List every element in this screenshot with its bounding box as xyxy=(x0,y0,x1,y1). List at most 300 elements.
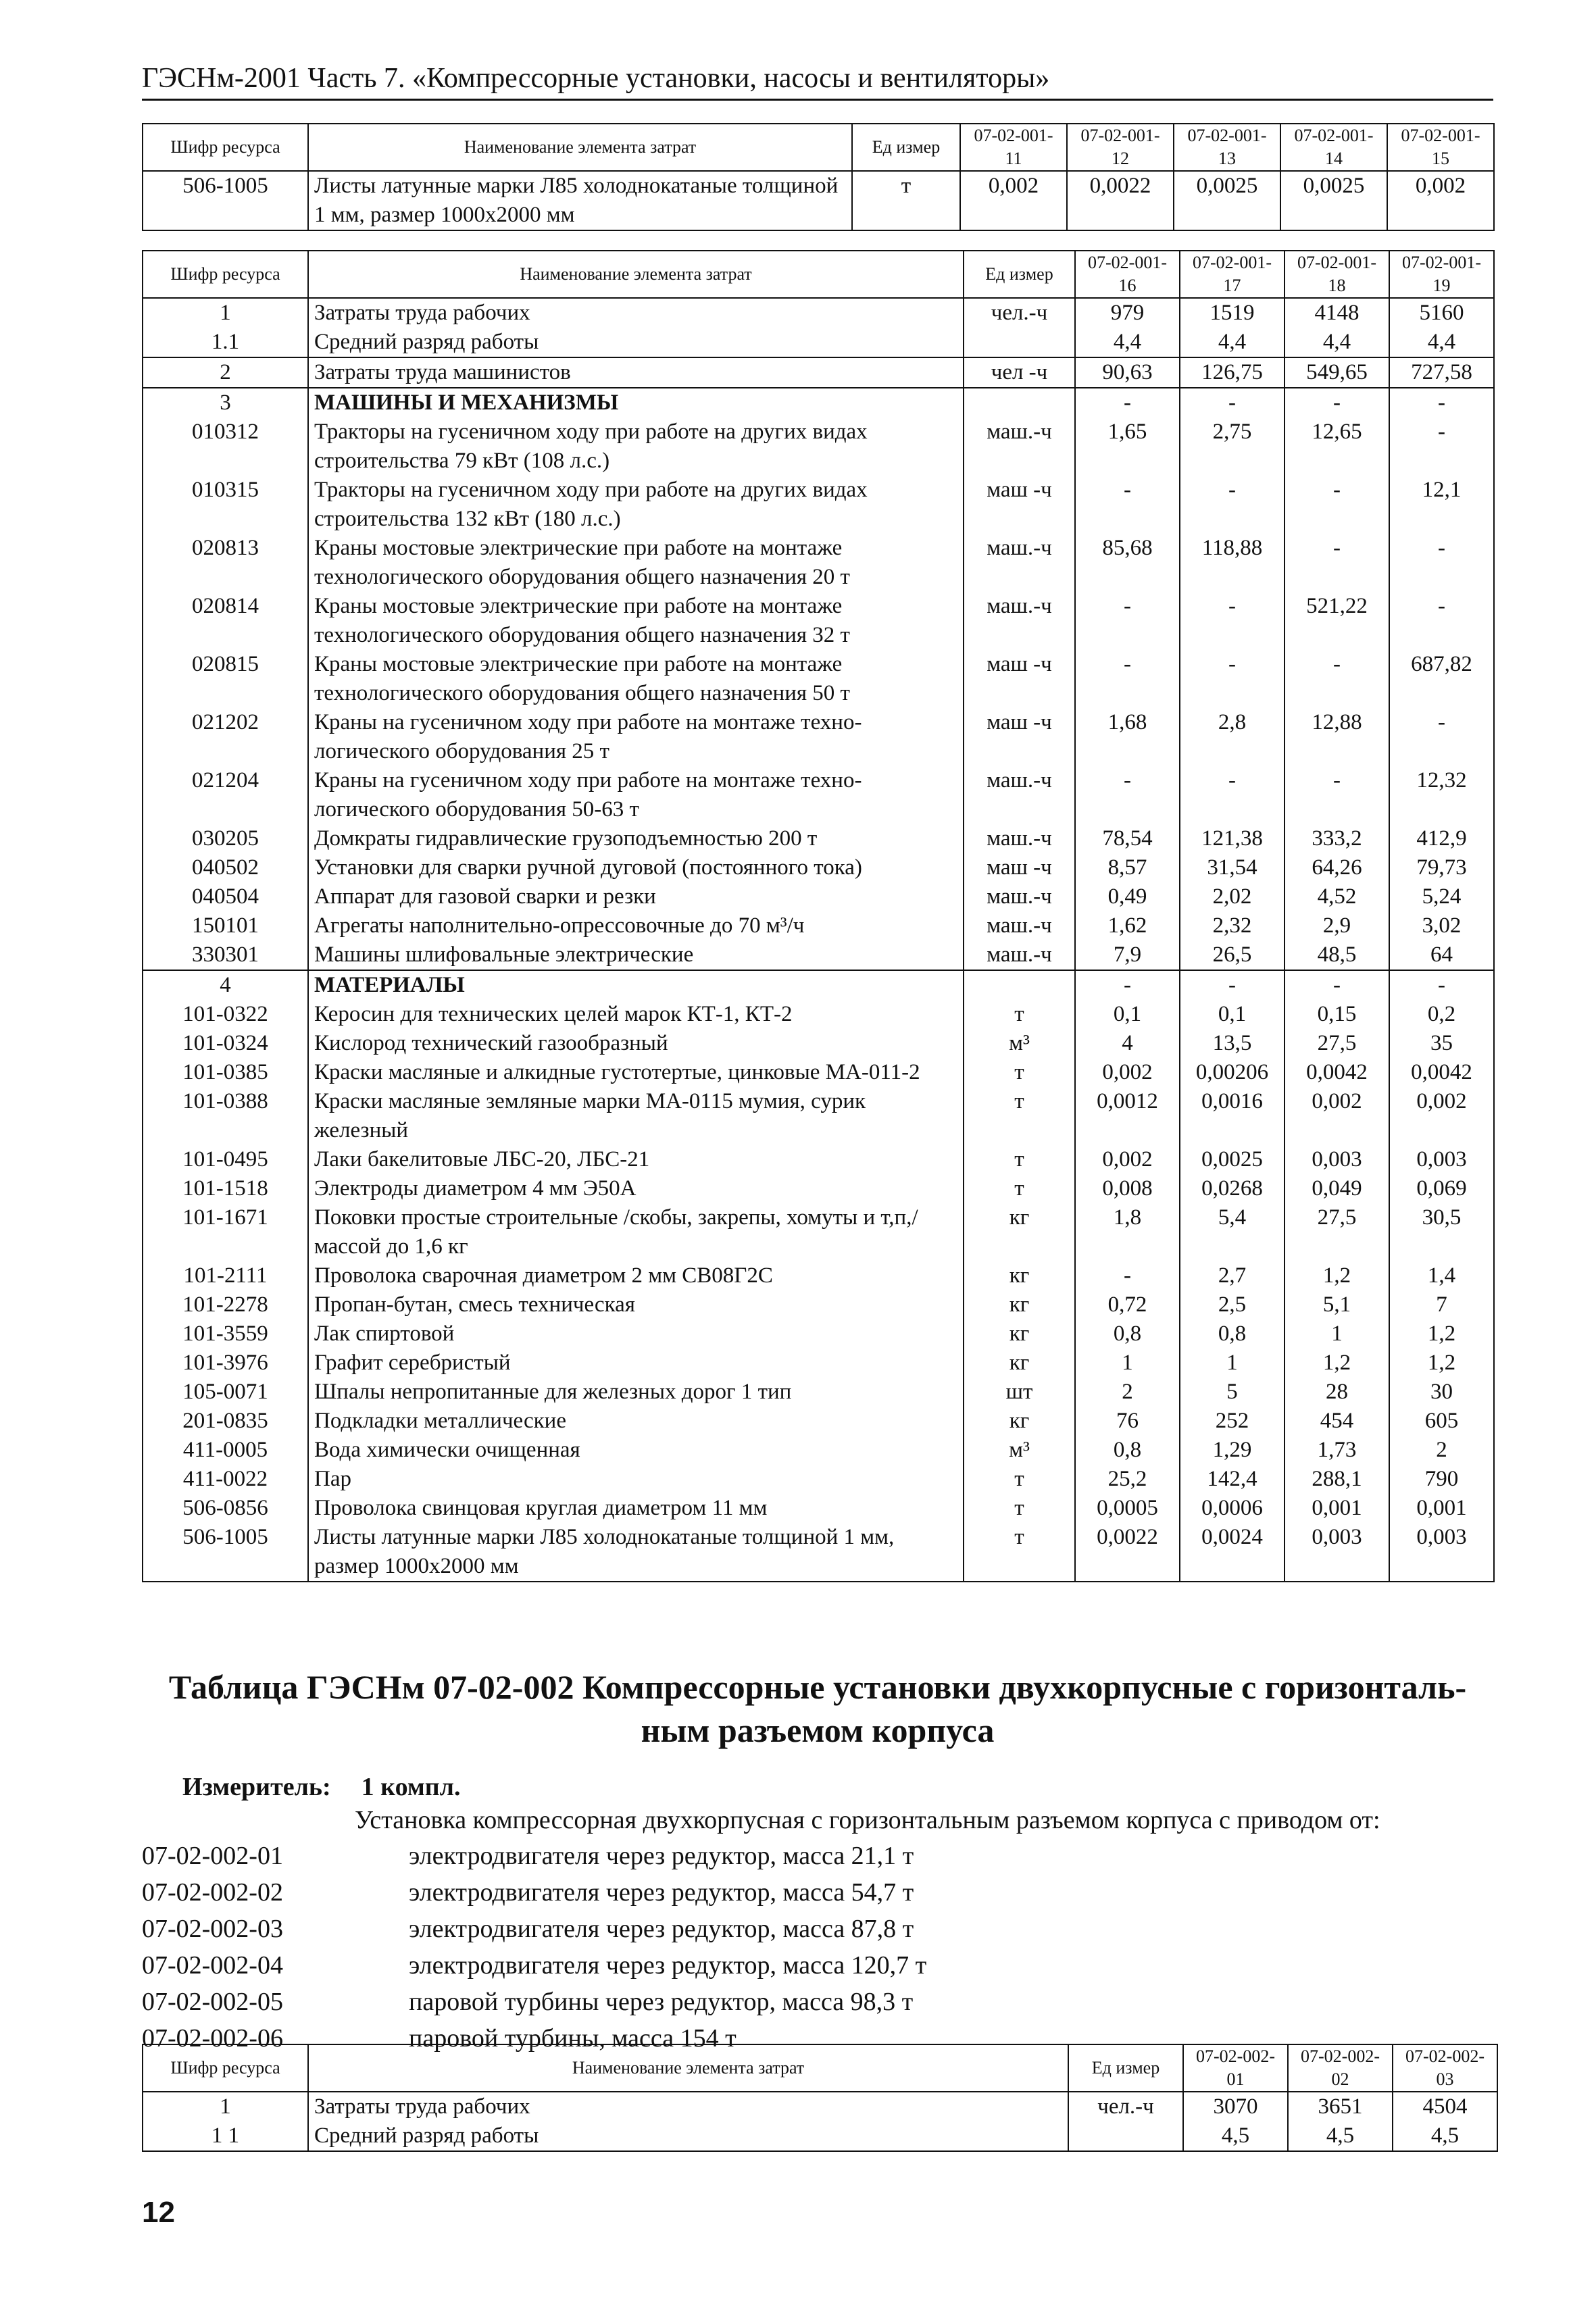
cell-value: - xyxy=(1285,534,1389,592)
cell-value: 13,5 xyxy=(1180,1029,1285,1058)
cell-value: 0,0016 xyxy=(1180,1087,1285,1145)
table-header-row xyxy=(143,124,1494,171)
cell-name: МАШИНЫ И МЕХАНИЗМЫ xyxy=(308,388,964,418)
table-row xyxy=(143,476,1494,534)
cell-code: 101-2111 xyxy=(143,1261,308,1290)
table-row xyxy=(143,357,1494,388)
cell-unit: маш.-ч xyxy=(964,911,1075,940)
table-row xyxy=(143,824,1494,853)
cell-value: 0,003 xyxy=(1389,1145,1494,1174)
cell-code: 040502 xyxy=(143,853,308,882)
cell-value: 2,9 xyxy=(1285,911,1389,940)
table-row xyxy=(143,708,1494,766)
table-row xyxy=(143,418,1494,476)
cell-value: 0,0005 xyxy=(1075,1494,1180,1523)
cell-name: Установки для сварки ручной дуговой (постоянного тока) xyxy=(308,853,964,882)
cell-unit: маш -ч xyxy=(964,708,1075,766)
table-row xyxy=(143,534,1494,592)
variant-desc: электродвигателя через редуктор, масса 54,7 т xyxy=(409,1878,914,1907)
header-code: Шифр ресурса xyxy=(143,251,308,298)
cell-unit: кг xyxy=(964,1290,1075,1319)
cell-value: 142,4 xyxy=(1180,1465,1285,1494)
cell-value: - xyxy=(1075,766,1180,824)
cell-unit xyxy=(964,388,1075,418)
cell-name: Поковки простые строительные /скобы, закрепы, хомуты и т,п,/ массой до 1,6 кг xyxy=(308,1203,964,1261)
cell-value: 0,0025 xyxy=(1280,171,1387,230)
table-row xyxy=(143,1058,1494,1087)
cell-value: 27,5 xyxy=(1285,1203,1389,1261)
header-col: 07-02-001-17 xyxy=(1180,251,1285,298)
cell-value: 5,4 xyxy=(1180,1203,1285,1261)
cell-code: 150101 xyxy=(143,911,308,940)
table-header-row xyxy=(143,2044,1497,2092)
variant-list xyxy=(142,1838,1426,2057)
cell-value: 333,2 xyxy=(1285,824,1389,853)
cell-value: - xyxy=(1389,592,1494,650)
header-name: Наименование элемента затрат xyxy=(308,124,852,171)
cell-name: Электроды диаметром 4 мм Э50А xyxy=(308,1174,964,1203)
cell-value: 30 xyxy=(1389,1378,1494,1407)
table-row xyxy=(143,766,1494,824)
cell-value: 76 xyxy=(1075,1407,1180,1436)
cell-value: 30,5 xyxy=(1389,1203,1494,1261)
cell-unit: чел.-ч xyxy=(1068,2092,1183,2121)
cell-value: 25,2 xyxy=(1075,1465,1180,1494)
cell-value: - xyxy=(1285,388,1389,418)
cell-value: 1,68 xyxy=(1075,708,1180,766)
cell-value: 0,0268 xyxy=(1180,1174,1285,1203)
cell-value: 0,002 xyxy=(960,171,1067,230)
cell-code: 101-0324 xyxy=(143,1029,308,1058)
cell-value: 0,0025 xyxy=(1174,171,1280,230)
cell-value: 8,57 xyxy=(1075,853,1180,882)
cell-code: 101-0385 xyxy=(143,1058,308,1087)
cell-unit: маш.-ч xyxy=(964,824,1075,853)
cell-value: 605 xyxy=(1389,1407,1494,1436)
header-code: Шифр ресурса xyxy=(143,124,308,171)
cell-value: 4,5 xyxy=(1183,2121,1288,2151)
cell-value: 5 xyxy=(1180,1378,1285,1407)
cell-value: - xyxy=(1180,592,1285,650)
cell-value: 28 xyxy=(1285,1378,1389,1407)
cell-value: 1 xyxy=(1075,1349,1180,1378)
cell-unit: маш.-ч xyxy=(964,534,1075,592)
table-row xyxy=(143,1319,1494,1349)
cell-value: 0,002 xyxy=(1075,1058,1180,1087)
cell-value: 118,88 xyxy=(1180,534,1285,592)
cell-value: 790 xyxy=(1389,1465,1494,1494)
table-row xyxy=(143,1494,1494,1523)
cell-value: - xyxy=(1285,476,1389,534)
cell-name: Тракторы на гусеничном ходу при работе на других видах строительства 79 кВт (108 л.с.) xyxy=(308,418,964,476)
cell-code: 101-3559 xyxy=(143,1319,308,1349)
cell-value: 0,008 xyxy=(1075,1174,1180,1203)
cell-value: 3070 xyxy=(1183,2092,1288,2121)
cell-name: Краны мостовые электрические при работе на монтаже технологического оборудования общего назначения 50 т xyxy=(308,650,964,708)
cell-unit: чел.-ч xyxy=(964,298,1075,328)
table-row xyxy=(143,940,1494,970)
cell-name: Домкраты гидравлические грузоподъемностью 200 т xyxy=(308,824,964,853)
cell-value: 4148 xyxy=(1285,298,1389,328)
cell-name: Шпалы непропитанные для железных дорог 1 тип xyxy=(308,1378,964,1407)
cell-value: 4,52 xyxy=(1285,882,1389,911)
cell-value: 0,049 xyxy=(1285,1174,1389,1203)
cell-value: 412,9 xyxy=(1389,824,1494,853)
cell-value: 0,1 xyxy=(1180,1000,1285,1029)
cell-value: 0,003 xyxy=(1285,1145,1389,1174)
cell-unit: кг xyxy=(964,1203,1075,1261)
cell-value: 0,0022 xyxy=(1075,1523,1180,1582)
cell-code: 506-1005 xyxy=(143,171,308,230)
cell-value: 252 xyxy=(1180,1407,1285,1436)
cell-unit: маш -ч xyxy=(964,853,1075,882)
cell-value: 1,62 xyxy=(1075,911,1180,940)
cell-value: 2,75 xyxy=(1180,418,1285,476)
cell-code: 020815 xyxy=(143,650,308,708)
table-header-row xyxy=(143,251,1494,298)
cell-name: Затраты труда рабочих xyxy=(308,298,964,328)
cell-code: 3 xyxy=(143,388,308,418)
cell-name: Листы латунные марки Л85 холоднокатаные толщиной 1 мм, размер 1000x2000 мм xyxy=(308,171,852,230)
variant-item xyxy=(142,1838,1426,1874)
cell-unit: т xyxy=(964,1465,1075,1494)
cell-value: - xyxy=(1389,970,1494,1000)
cell-unit xyxy=(964,328,1075,357)
header-unit: Ед измер xyxy=(964,251,1075,298)
cell-value: - xyxy=(1285,650,1389,708)
cell-value: 0,001 xyxy=(1389,1494,1494,1523)
cell-value: 12,32 xyxy=(1389,766,1494,824)
cell-code: 506-1005 xyxy=(143,1523,308,1582)
cell-value: 4,4 xyxy=(1180,328,1285,357)
cell-value: 687,82 xyxy=(1389,650,1494,708)
cell-value: 4 xyxy=(1075,1029,1180,1058)
cell-value: 85,68 xyxy=(1075,534,1180,592)
cell-name: Средний разряд работы xyxy=(308,2121,1068,2151)
cell-unit: маш.-ч xyxy=(964,882,1075,911)
table-row xyxy=(143,1407,1494,1436)
cell-value: 0,002 xyxy=(1075,1145,1180,1174)
table-row xyxy=(143,328,1494,357)
cell-value: 1,73 xyxy=(1285,1436,1389,1465)
cell-value: - xyxy=(1285,766,1389,824)
cell-value: 549,65 xyxy=(1285,357,1389,388)
page-number: 12 xyxy=(142,2196,175,2229)
table-row xyxy=(143,853,1494,882)
variant-code: 07-02-002-04 xyxy=(142,1951,283,1980)
cell-code: 010315 xyxy=(143,476,308,534)
cell-name: Аппарат для газовой сварки и резки xyxy=(308,882,964,911)
page-header: ГЭСНм-2001 Часть 7. «Компрессорные установки, насосы и вентиляторы» xyxy=(142,62,1493,101)
cell-value: 5160 xyxy=(1389,298,1494,328)
variant-desc: паровой турбины через редуктор, масса 98,3 т xyxy=(409,1988,914,2016)
cell-unit: т xyxy=(964,1058,1075,1087)
cell-value: 1,29 xyxy=(1180,1436,1285,1465)
cell-value: 2,8 xyxy=(1180,708,1285,766)
cell-value: - xyxy=(1075,388,1180,418)
cell-code: 010312 xyxy=(143,418,308,476)
cell-value: - xyxy=(1389,534,1494,592)
cell-unit: т xyxy=(964,1494,1075,1523)
cell-value: 5,1 xyxy=(1285,1290,1389,1319)
cell-code: 040504 xyxy=(143,882,308,911)
cell-value: 3651 xyxy=(1288,2092,1393,2121)
table-row xyxy=(143,592,1494,650)
cell-code: 411-0005 xyxy=(143,1436,308,1465)
cell-value: - xyxy=(1075,476,1180,534)
cell-value: 1519 xyxy=(1180,298,1285,328)
cell-code: 101-1671 xyxy=(143,1203,308,1261)
cell-name: Краны на гусеничном ходу при работе на монтаже техно-логического оборудования 50-63 т xyxy=(308,766,964,824)
cell-value: 0,0025 xyxy=(1180,1145,1285,1174)
cell-unit xyxy=(964,970,1075,1000)
cell-value: 1 xyxy=(1180,1349,1285,1378)
meter-value: 1 компл. xyxy=(361,1773,461,1801)
cell-unit: маш -ч xyxy=(964,476,1075,534)
cell-value: 1,2 xyxy=(1389,1349,1494,1378)
cell-name: Лак спиртовой xyxy=(308,1319,964,1349)
cell-unit: т xyxy=(964,1145,1075,1174)
variant-item xyxy=(142,1947,1426,1984)
cell-value: 0,2 xyxy=(1389,1000,1494,1029)
cell-value: 0,8 xyxy=(1075,1436,1180,1465)
cell-code: 105-0071 xyxy=(143,1378,308,1407)
cell-value: 31,54 xyxy=(1180,853,1285,882)
variant-desc: электродвигателя через редуктор, масса 87,8 т xyxy=(409,1915,914,1943)
cell-name: Лаки бакелитовые ЛБС-20, ЛБС-21 xyxy=(308,1145,964,1174)
variant-code: 07-02-002-05 xyxy=(142,1988,283,2016)
table-row xyxy=(143,650,1494,708)
header-col: 07-02-002-01 xyxy=(1183,2044,1288,2092)
cell-value: - xyxy=(1075,592,1180,650)
cell-name: Краны мостовые электрические при работе на монтаже технологического оборудования общего назначения 32 т xyxy=(308,592,964,650)
cell-value: 0,8 xyxy=(1075,1319,1180,1349)
cell-value: - xyxy=(1075,1261,1180,1290)
cell-unit: кг xyxy=(964,1407,1075,1436)
cell-value: 2,02 xyxy=(1180,882,1285,911)
cell-value: 0,1 xyxy=(1075,1000,1180,1029)
cell-name: Тракторы на гусеничном ходу при работе на других видах строительства 132 кВт (180 л.с.) xyxy=(308,476,964,534)
table-row xyxy=(143,298,1494,328)
cell-value: 121,38 xyxy=(1180,824,1285,853)
cell-name: Краски масляные и алкидные густотертые, цинковые МА-011-2 xyxy=(308,1058,964,1087)
cell-name: МАТЕРИАЛЫ xyxy=(308,970,964,1000)
cell-value: 2 xyxy=(1389,1436,1494,1465)
cell-value: 2,5 xyxy=(1180,1290,1285,1319)
header-col: 07-02-002-03 xyxy=(1393,2044,1497,2092)
cell-name: Кислород технический газообразный xyxy=(308,1029,964,1058)
cell-value: - xyxy=(1075,970,1180,1000)
cell-code: 330301 xyxy=(143,940,308,970)
cell-name: Краны мостовые электрические при работе на монтаже технологического оборудования общего назначения 20 т xyxy=(308,534,964,592)
cell-value: - xyxy=(1389,708,1494,766)
cell-name: Краны на гусеничном ходу при работе на монтаже техно-логического оборудования 25 т xyxy=(308,708,964,766)
header-col: 07-02-001-15 xyxy=(1387,124,1494,171)
cell-name: Затраты труда рабочих xyxy=(308,2092,1068,2121)
cell-value: 79,73 xyxy=(1389,853,1494,882)
cell-value: 979 xyxy=(1075,298,1180,328)
table-row xyxy=(143,1261,1494,1290)
table-row xyxy=(143,1145,1494,1174)
cell-value: 12,1 xyxy=(1389,476,1494,534)
header-col: 07-02-002-02 xyxy=(1288,2044,1393,2092)
cell-value: 0,0042 xyxy=(1285,1058,1389,1087)
header-name: Наименование элемента затрат xyxy=(308,2044,1068,2092)
cell-code: 020813 xyxy=(143,534,308,592)
cell-unit: т xyxy=(964,1000,1075,1029)
table-row xyxy=(143,1465,1494,1494)
cell-value: 1,2 xyxy=(1285,1349,1389,1378)
table-row xyxy=(143,171,1494,230)
table-row xyxy=(143,2092,1497,2121)
cell-code: 201-0835 xyxy=(143,1407,308,1436)
cell-name: Затраты труда машинистов xyxy=(308,357,964,388)
table-row xyxy=(143,1436,1494,1465)
cell-code: 1 xyxy=(143,298,308,328)
cell-value: 1,8 xyxy=(1075,1203,1180,1261)
table-title: Таблица ГЭСНм 07-02-002 Компрессорные установки двухкорпусные с горизонталь-ным разъемом корпуса xyxy=(168,1668,1467,1749)
cell-value: 90,63 xyxy=(1075,357,1180,388)
header-col: 07-02-001-13 xyxy=(1174,124,1280,171)
cell-code: 101-0388 xyxy=(143,1087,308,1145)
cell-value: 4,4 xyxy=(1389,328,1494,357)
cell-unit xyxy=(1068,2121,1183,2151)
cell-name: Краски масляные земляные марки МА-0115 мумия, сурик железный xyxy=(308,1087,964,1145)
header-col: 07-02-001-19 xyxy=(1389,251,1494,298)
cell-value: 0,0012 xyxy=(1075,1087,1180,1145)
cell-value: 12,88 xyxy=(1285,708,1389,766)
cell-code: 4 xyxy=(143,970,308,1000)
table-row xyxy=(143,1523,1494,1582)
resource-table-001-11-15 xyxy=(142,123,1495,231)
cell-value: 727,58 xyxy=(1389,357,1494,388)
cell-value: 454 xyxy=(1285,1407,1389,1436)
cell-value: 78,54 xyxy=(1075,824,1180,853)
cell-name: Агрегаты наполнительно-опрессовочные до 70 м³/ч xyxy=(308,911,964,940)
cell-code: 101-2278 xyxy=(143,1290,308,1319)
cell-unit: шт xyxy=(964,1378,1075,1407)
cell-value: 0,8 xyxy=(1180,1319,1285,1349)
cell-unit: чел -ч xyxy=(964,357,1075,388)
header-col: 07-02-001-16 xyxy=(1075,251,1180,298)
resource-table-001-16-19 xyxy=(142,250,1495,1582)
cell-value: 1,2 xyxy=(1285,1261,1389,1290)
cell-value: 1,65 xyxy=(1075,418,1180,476)
variant-code: 07-02-002-06 xyxy=(142,2024,283,2053)
table-row xyxy=(143,1290,1494,1319)
cell-code: 1 xyxy=(143,2092,308,2121)
cell-code: 1 1 xyxy=(143,2121,308,2151)
cell-value: 3,02 xyxy=(1389,911,1494,940)
cell-value: - xyxy=(1180,476,1285,534)
cell-value: 0,0042 xyxy=(1389,1058,1494,1087)
cell-value: 35 xyxy=(1389,1029,1494,1058)
variant-code: 07-02-002-02 xyxy=(142,1878,283,1907)
table-row xyxy=(143,1174,1494,1203)
cell-name: Проволока сварочная диаметром 2 мм СВ08Г2С xyxy=(308,1261,964,1290)
cell-value: 0,00206 xyxy=(1180,1058,1285,1087)
cell-unit: т xyxy=(964,1174,1075,1203)
table-row xyxy=(143,2121,1497,2151)
table-row xyxy=(143,1203,1494,1261)
table-row xyxy=(143,1029,1494,1058)
cell-value: 48,5 xyxy=(1285,940,1389,970)
cell-name: Машины шлифовальные электрические xyxy=(308,940,964,970)
header-col: 07-02-001-11 xyxy=(960,124,1067,171)
cell-value: - xyxy=(1180,970,1285,1000)
cell-value: 2 xyxy=(1075,1378,1180,1407)
header-name: Наименование элемента затрат xyxy=(308,251,964,298)
cell-name: Проволока свинцовая круглая диаметром 11 мм xyxy=(308,1494,964,1523)
cell-unit: маш.-ч xyxy=(964,592,1075,650)
cell-value: - xyxy=(1180,650,1285,708)
header-unit: Ед измер xyxy=(1068,2044,1183,2092)
cell-value: 0,003 xyxy=(1285,1523,1389,1582)
cell-code: 506-0856 xyxy=(143,1494,308,1523)
cell-value: 0,001 xyxy=(1285,1494,1389,1523)
cell-value: 0,72 xyxy=(1075,1290,1180,1319)
table-row xyxy=(143,970,1494,1000)
header-col: 07-02-001-18 xyxy=(1285,251,1389,298)
cell-value: 0,002 xyxy=(1285,1087,1389,1145)
table-row xyxy=(143,1378,1494,1407)
cell-value: 5,24 xyxy=(1389,882,1494,911)
cell-code: 101-0322 xyxy=(143,1000,308,1029)
cell-name: Подкладки металлические xyxy=(308,1407,964,1436)
cell-value: 2,7 xyxy=(1180,1261,1285,1290)
table-row xyxy=(143,388,1494,418)
table-row xyxy=(143,1087,1494,1145)
cell-value: 1 xyxy=(1285,1319,1389,1349)
header-code: Шифр ресурса xyxy=(143,2044,308,2092)
cell-name: Графит серебристый xyxy=(308,1349,964,1378)
header-col: 07-02-001-12 xyxy=(1067,124,1174,171)
cell-value: 4,4 xyxy=(1075,328,1180,357)
cell-code: 101-0495 xyxy=(143,1145,308,1174)
meter-label: Измеритель: xyxy=(182,1773,331,1801)
cell-code: 411-0022 xyxy=(143,1465,308,1494)
cell-value: 7 xyxy=(1389,1290,1494,1319)
cell-value: 64,26 xyxy=(1285,853,1389,882)
cell-code: 2 xyxy=(143,357,308,388)
cell-code: 1.1 xyxy=(143,328,308,357)
cell-value: 126,75 xyxy=(1180,357,1285,388)
cell-value: 1,2 xyxy=(1389,1319,1494,1349)
cell-code: 101-3976 xyxy=(143,1349,308,1378)
cell-unit: маш.-ч xyxy=(964,418,1075,476)
variant-item xyxy=(142,1984,1426,2020)
cell-value: 521,22 xyxy=(1285,592,1389,650)
cell-unit: т xyxy=(852,171,960,230)
cell-value: - xyxy=(1389,388,1494,418)
cell-value: 4504 xyxy=(1393,2092,1497,2121)
table-row xyxy=(143,1000,1494,1029)
cell-unit: кг xyxy=(964,1349,1075,1378)
cell-value: 4,5 xyxy=(1288,2121,1393,2151)
header-unit: Ед измер xyxy=(852,124,960,171)
table-row xyxy=(143,1349,1494,1378)
header-col: 07-02-001-14 xyxy=(1280,124,1387,171)
cell-value: 2,32 xyxy=(1180,911,1285,940)
cell-value: 12,65 xyxy=(1285,418,1389,476)
cell-value: 1,4 xyxy=(1389,1261,1494,1290)
cell-unit: кг xyxy=(964,1319,1075,1349)
cell-unit: м³ xyxy=(964,1436,1075,1465)
cell-value: 27,5 xyxy=(1285,1029,1389,1058)
table-row xyxy=(143,911,1494,940)
table-row xyxy=(143,882,1494,911)
cell-value: 0,069 xyxy=(1389,1174,1494,1203)
